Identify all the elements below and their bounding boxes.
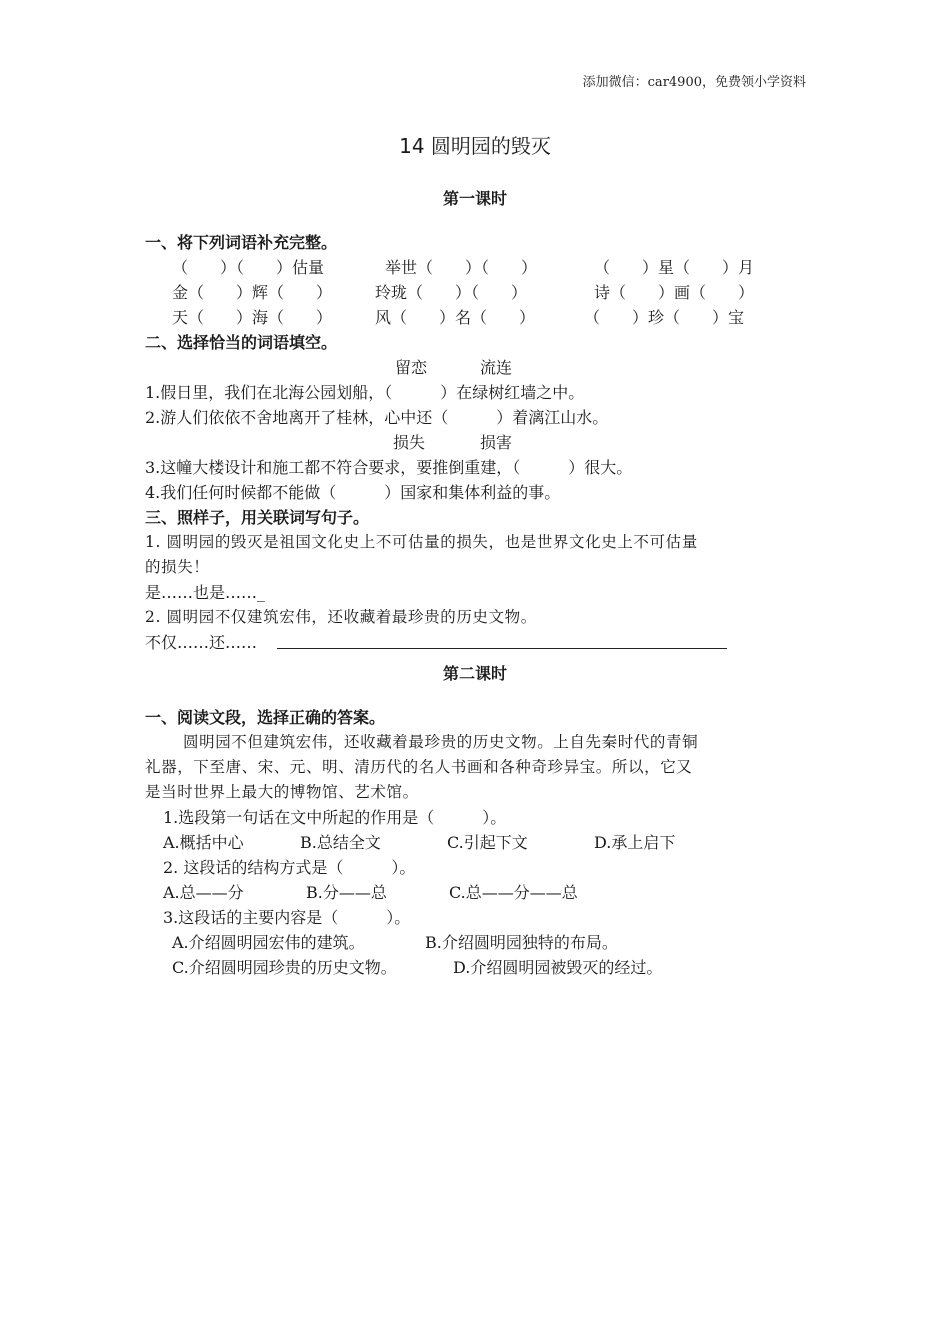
lesson-1-heading: 第一课时 <box>442 189 507 208</box>
word-choice: 损失 <box>393 433 426 452</box>
word-choice: 损害 <box>480 433 513 452</box>
reading-section-heading: 一、阅读文段，选择正确的答案。 <box>145 708 386 727</box>
word-choice: 留恋 <box>395 358 428 377</box>
mc-option[interactable]: D.承上启下 <box>594 833 676 852</box>
word-fill-item: 举世（ ）（ ） <box>385 258 538 277</box>
mc-option[interactable]: D.介绍圆明园被毁灭的经过。 <box>453 958 663 977</box>
pattern-prompt: 是……也是……_ <box>145 583 266 602</box>
word-fill-item: （ ）（ ）估量 <box>172 258 325 277</box>
mc-option[interactable]: A.介绍圆明园宏伟的建筑。 <box>172 933 365 952</box>
question-text: 3.这幢大楼设计和施工都不符合要求，要推倒重建，（ ）很大。 <box>145 458 633 477</box>
section-3-heading: 三、照样子，用关联词写句子。 <box>145 508 370 527</box>
mc-option[interactable]: C.总——分——总 <box>449 883 578 902</box>
mc-question: 2. 这段话的结构方式是（ ）。 <box>163 858 416 877</box>
mc-option[interactable]: A.概括中心 <box>163 833 244 852</box>
reading-paragraph-line: 礼器，下至唐、宋、元、明、清历代的名人书画和各种奇珍异宝。所以，它又 <box>145 758 693 776</box>
reading-paragraph-line: 是当时世界上最大的博物馆、艺术馆。 <box>145 783 419 801</box>
mc-option[interactable]: B.介绍圆明园独特的布局。 <box>425 933 618 952</box>
page-title: 14 圆明园的毁灭 <box>399 134 551 158</box>
lesson-2-heading: 第二课时 <box>442 664 507 683</box>
watermark: 添加微信：car4900，免费领小学资料 <box>582 75 806 90</box>
word-fill-item: 风（ ）名（ ） <box>375 308 536 327</box>
question-text: 1.假日里，我们在北海公园划船，（ ）在绿树红墙之中。 <box>145 383 585 402</box>
word-fill-item: 金（ ）辉（ ） <box>172 283 333 302</box>
mc-option[interactable]: C.介绍圆明园珍贵的历史文物。 <box>172 958 397 977</box>
mc-question: 1.选段第一句话在文中所起的作用是（ ）。 <box>163 808 507 827</box>
word-choice: 流连 <box>480 358 513 377</box>
question-text: 2.游人们依依不舍地离开了桂林，心中还（ ）着漓江山水。 <box>145 408 609 427</box>
section-2-heading: 二、选择恰当的词语填空。 <box>145 333 338 352</box>
example-sentence: 2. 圆明园不仅建筑宏伟，还收藏着最珍贵的历史文物。 <box>145 608 537 626</box>
question-text: 4.我们任何时候都不能做（ ）国家和集体利益的事。 <box>145 483 561 502</box>
word-fill-item: 诗（ ）画（ ） <box>594 283 755 302</box>
word-fill-item: （ ）珍（ ）宝 <box>584 308 745 327</box>
mc-option[interactable]: A.总——分 <box>163 883 244 902</box>
pattern-prompt: 不仅……还…… <box>145 633 258 652</box>
example-sentence: 1. 圆明园的毁灭是祖国文化史上不可估量的损失，也是世界文化史上不可估量 <box>145 533 698 551</box>
example-sentence-cont: 的损失！ <box>145 558 210 576</box>
mc-option[interactable]: B.总结全文 <box>300 833 381 852</box>
word-fill-item: 玲珑（ ）（ ） <box>375 283 528 302</box>
word-fill-item: 天（ ）海（ ） <box>172 308 333 327</box>
mc-option[interactable]: C.引起下文 <box>447 833 528 852</box>
word-fill-item: （ ）星（ ）月 <box>594 258 755 277</box>
reading-paragraph-line: 圆明园不但建筑宏伟，还收藏着最珍贵的历史文物。上自先秦时代的青铜 <box>183 733 699 751</box>
answer-line[interactable] <box>277 648 727 649</box>
section-1-heading: 一、将下列词语补充完整。 <box>145 233 338 252</box>
mc-question: 3.这段话的主要内容是（ ）。 <box>163 908 411 927</box>
mc-option[interactable]: B.分——总 <box>306 883 387 902</box>
